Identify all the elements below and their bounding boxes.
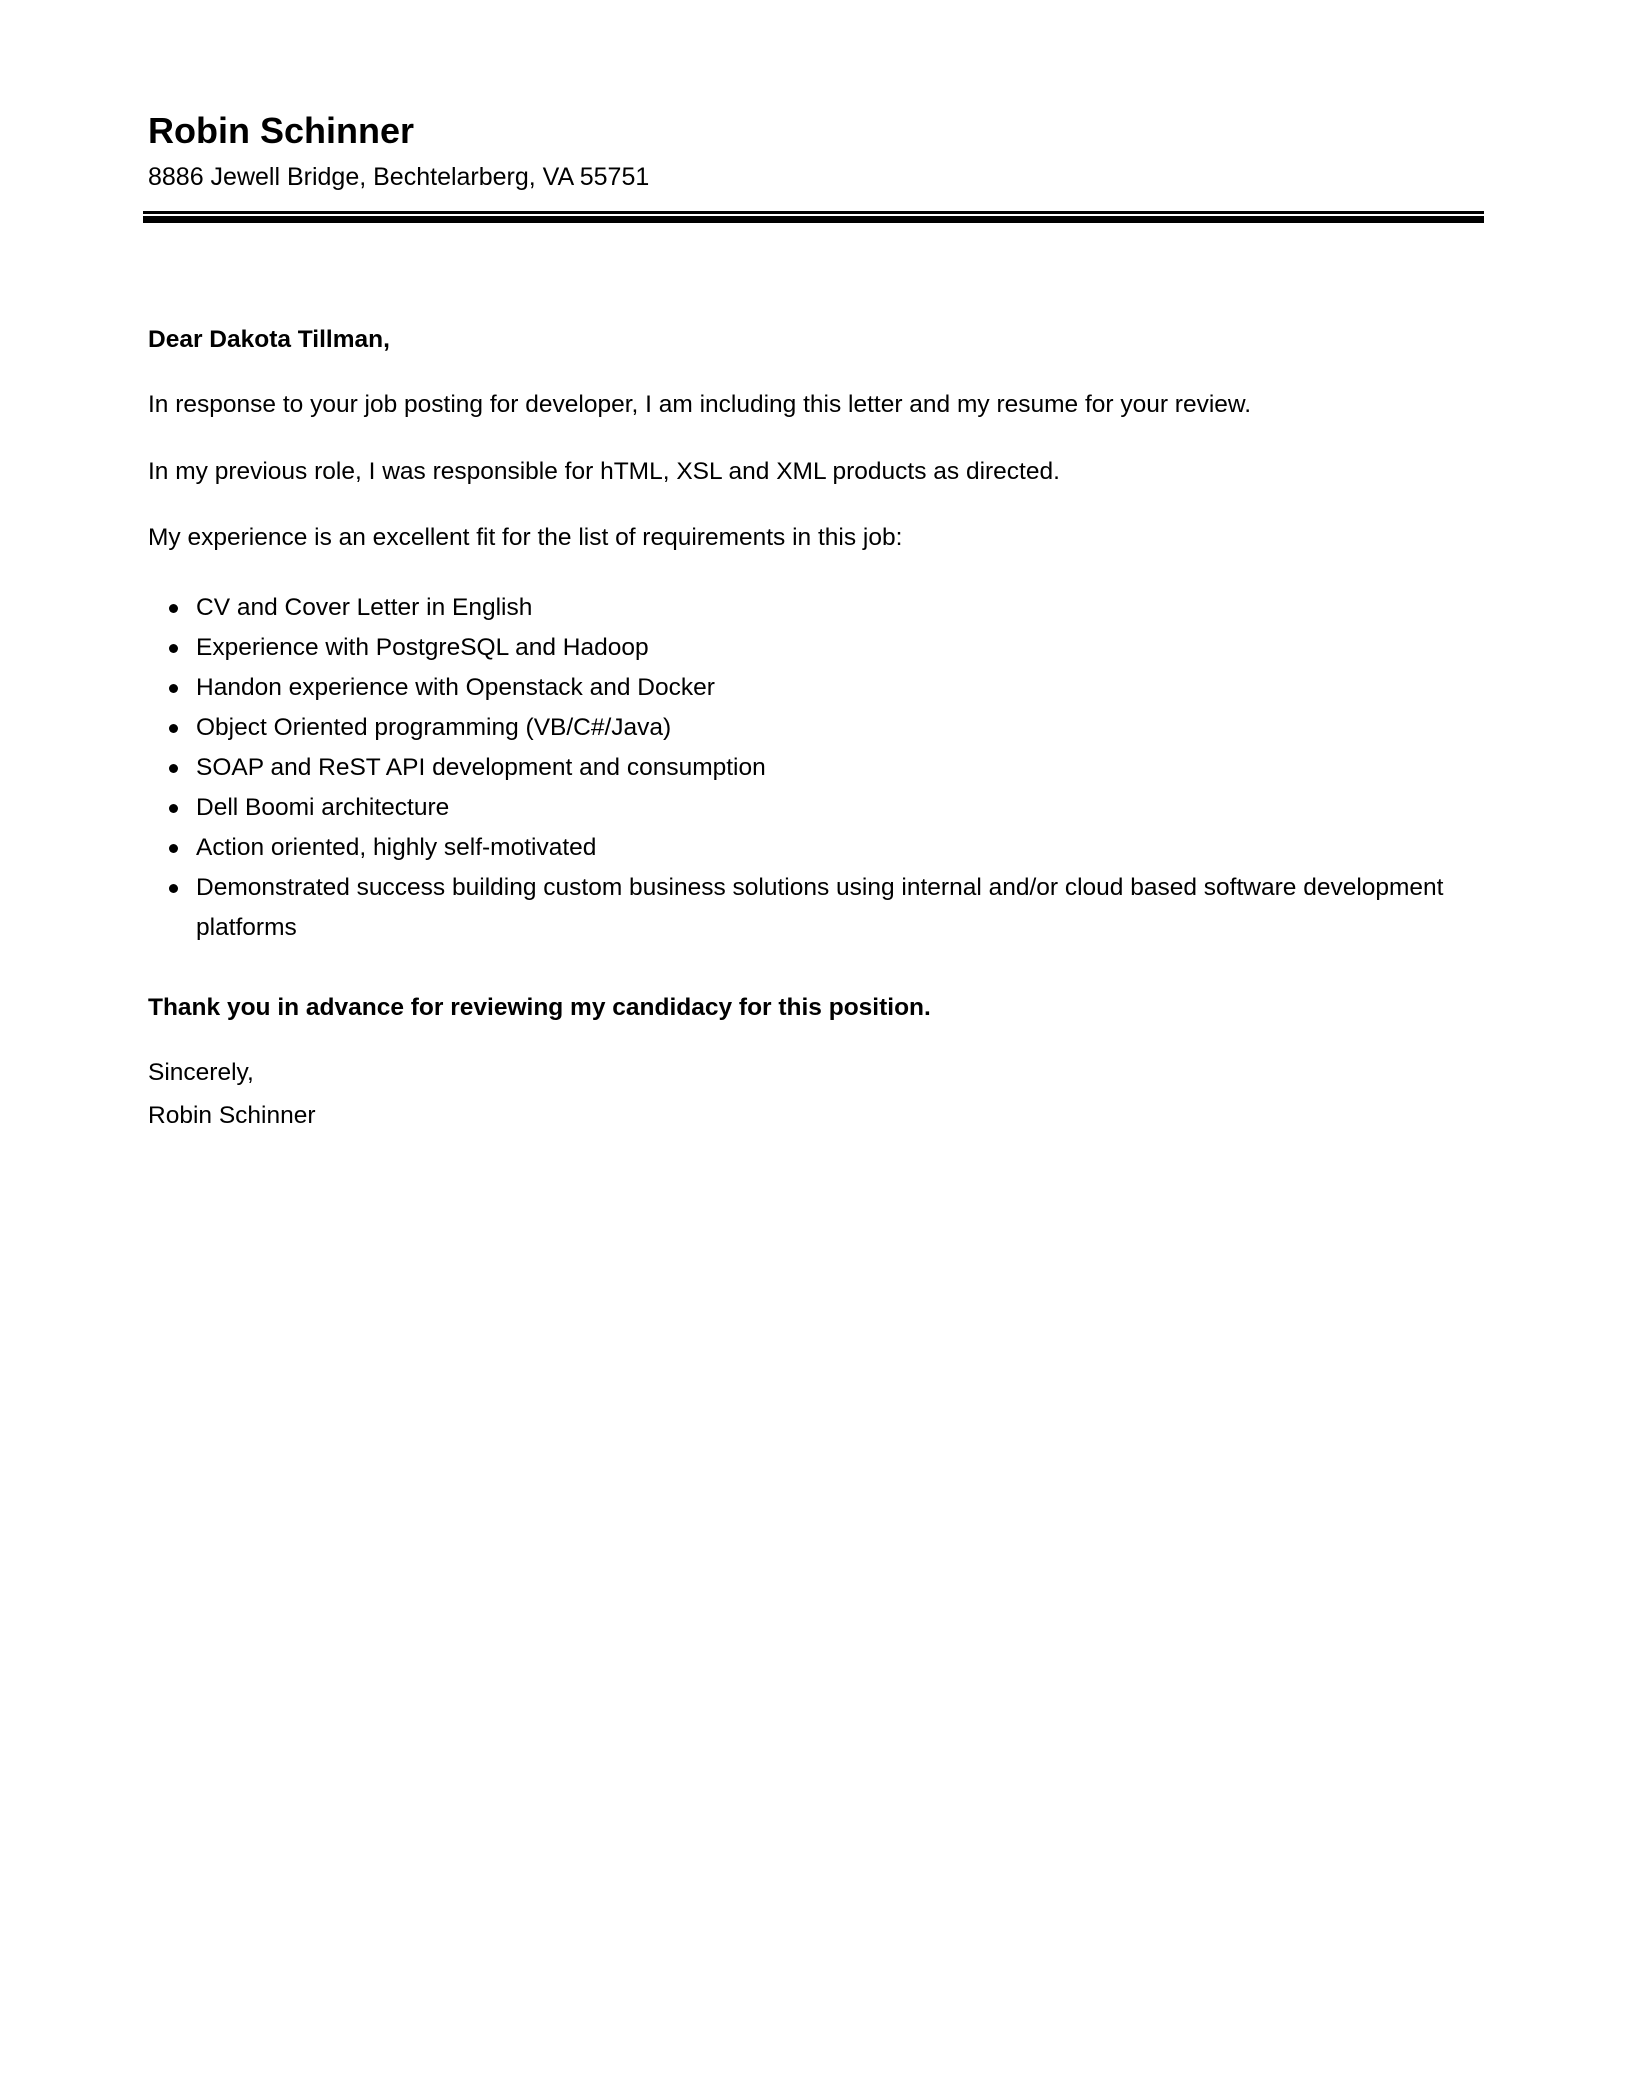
requirements-list <box>148 588 1484 948</box>
list-item: CV and Cover Letter in English <box>148 588 1484 628</box>
sender-name: Robin Schinner <box>148 110 415 151</box>
list-item: Handon experience with Openstack and Docker <box>148 668 1484 708</box>
header-divider-thick <box>143 216 1484 223</box>
paragraph-intro: In response to your job posting for developer, I am including this letter and my resume for your review. <box>148 391 1252 418</box>
signoff: Sincerely, <box>148 1059 254 1086</box>
paragraph-fit: My experience is an excellent fit for the list of requirements in this job: <box>148 524 903 551</box>
salutation: Dear Dakota Tillman, <box>148 326 390 353</box>
list-item: SOAP and ReST API development and consumption <box>148 748 1484 788</box>
signature-name: Robin Schinner <box>148 1102 316 1129</box>
list-item: Demonstrated success building custom business solutions using internal and/or cloud based software development platforms <box>148 868 1484 948</box>
list-item: Action oriented, highly self-motivated <box>148 828 1484 868</box>
list-item: Dell Boomi architecture <box>148 788 1484 828</box>
sender-address: 8886 Jewell Bridge, Bechtelarberg, VA 55751 <box>148 163 650 191</box>
list-item: Experience with PostgreSQL and Hadoop <box>148 628 1484 668</box>
list-item: Object Oriented programming (VB/C#/Java) <box>148 708 1484 748</box>
closing-statement: Thank you in advance for reviewing my candidacy for this position. <box>148 994 931 1021</box>
paragraph-previous-role: In my previous role, I was responsible for hTML, XSL and XML products as directed. <box>148 458 1060 485</box>
header-divider-thin <box>143 211 1484 214</box>
